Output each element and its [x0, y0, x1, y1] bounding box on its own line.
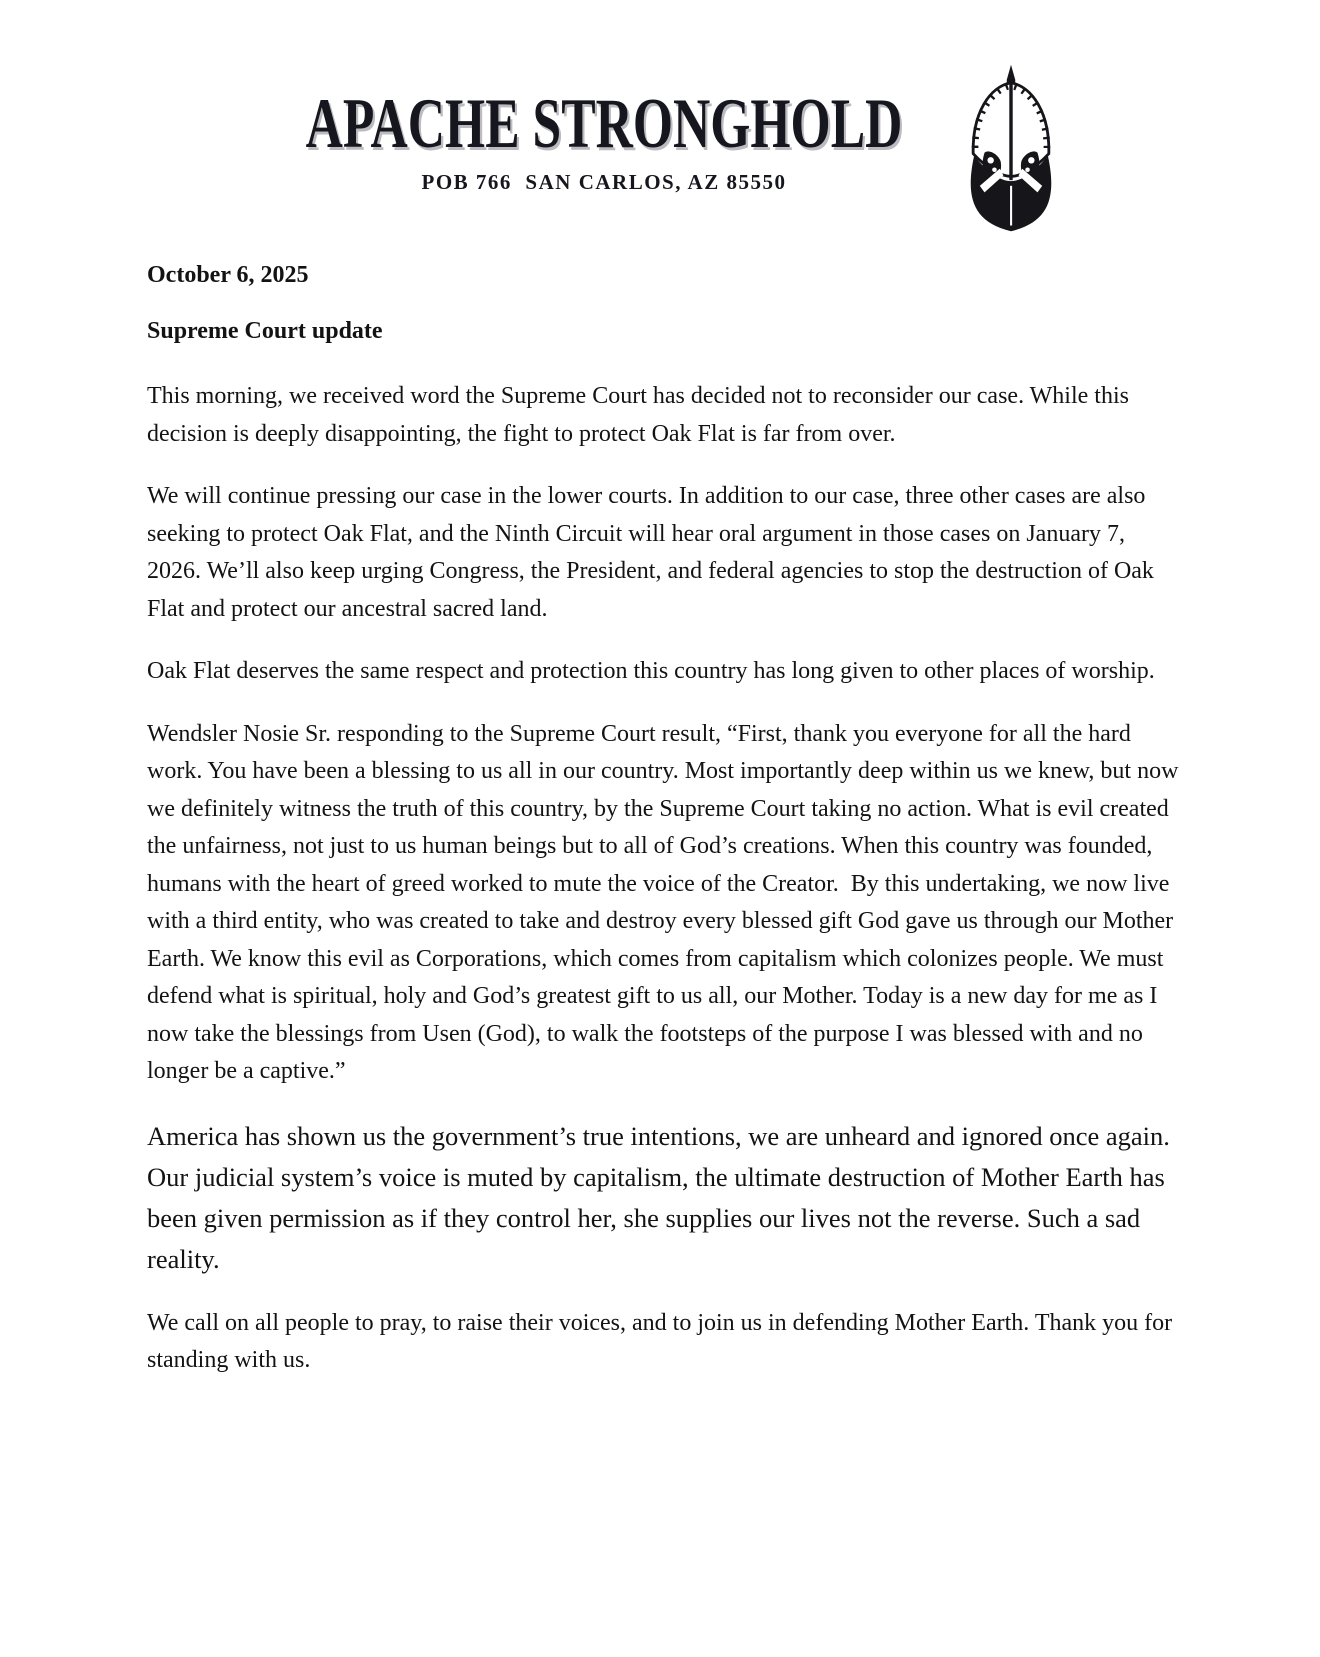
feather-icon [959, 58, 1063, 238]
org-address: POB 766 SAN CARLOS, AZ 85550 [421, 170, 787, 194]
paragraph-oak-flat-respect: Oak Flat deserves the same respect and protection this country has long given to other places of worship. [147, 658, 1155, 684]
org-title: APACHE STRONGHOLD [305, 84, 903, 163]
paragraph-decision: This morning, we received word the Supreme Court has decided not to reconsider our case. While this decision is deeply disappointing, the fight to protect Oak Flat is far from over. [147, 383, 1135, 447]
letter-body [147, 260, 1185, 1380]
letterhead [0, 0, 1320, 238]
statement-paragraph: America has shown us the government’s true intentions, we are unheard and ignored once again. Our judicial system’s voice is muted by capitalism, the ultimate destruction of Mother Earth has been given permission as if they control her, she supplies our lives not the reverse. Such a sad reality. [147, 1120, 1177, 1274]
closing-paragraph: We call on all people to pray, to raise their voices, and to join us in defending Mother Earth. Thank you for standing with us. [147, 1309, 1179, 1373]
letterhead-text [257, 70, 951, 195]
letter-date: October 6, 2025 [147, 262, 309, 288]
letter-subject: Supreme Court update [147, 318, 383, 344]
paragraph-next-steps: We will continue pressing our case in the lower courts. In addition to our case, three other cases are also seeking to protect Oak Flat, and the Ninth Circuit will hear oral argument in those cases on January 7, 2026. We’ll also keep urging Congress, the President, and federal agencies to stop the destruction of Oak Flat and protect our ancestral sacred land. [147, 483, 1160, 622]
paragraph-nosie-quote: Wendsler Nosie Sr. responding to the Supreme Court result, “First, thank you everyone for all the hard work. You have been a blessing to us all in our country. Most importantly deep within us we knew, but now we definitely witness the truth of this country, by the Supreme Court taking no action. What is evil created the unfairness, not just to us human beings but to all of God’s creations. When this country was founded, humans with the heart of greed worked to mute the voice of the Creator. By this undertaking, we now live with a third entity, who was created to take and destroy every blessed gift God gave us through our Mother Earth. We know this evil as Corporations, which comes from capitalism which colonizes people. We must defend what is spiritual, holy and God’s greatest gift to us all, our Mother. Today is a new day for me as I now take the blessings from Usen (God), to walk the footsteps of the purpose I was blessed with and no longer be a captive.” [147, 720, 1185, 1084]
